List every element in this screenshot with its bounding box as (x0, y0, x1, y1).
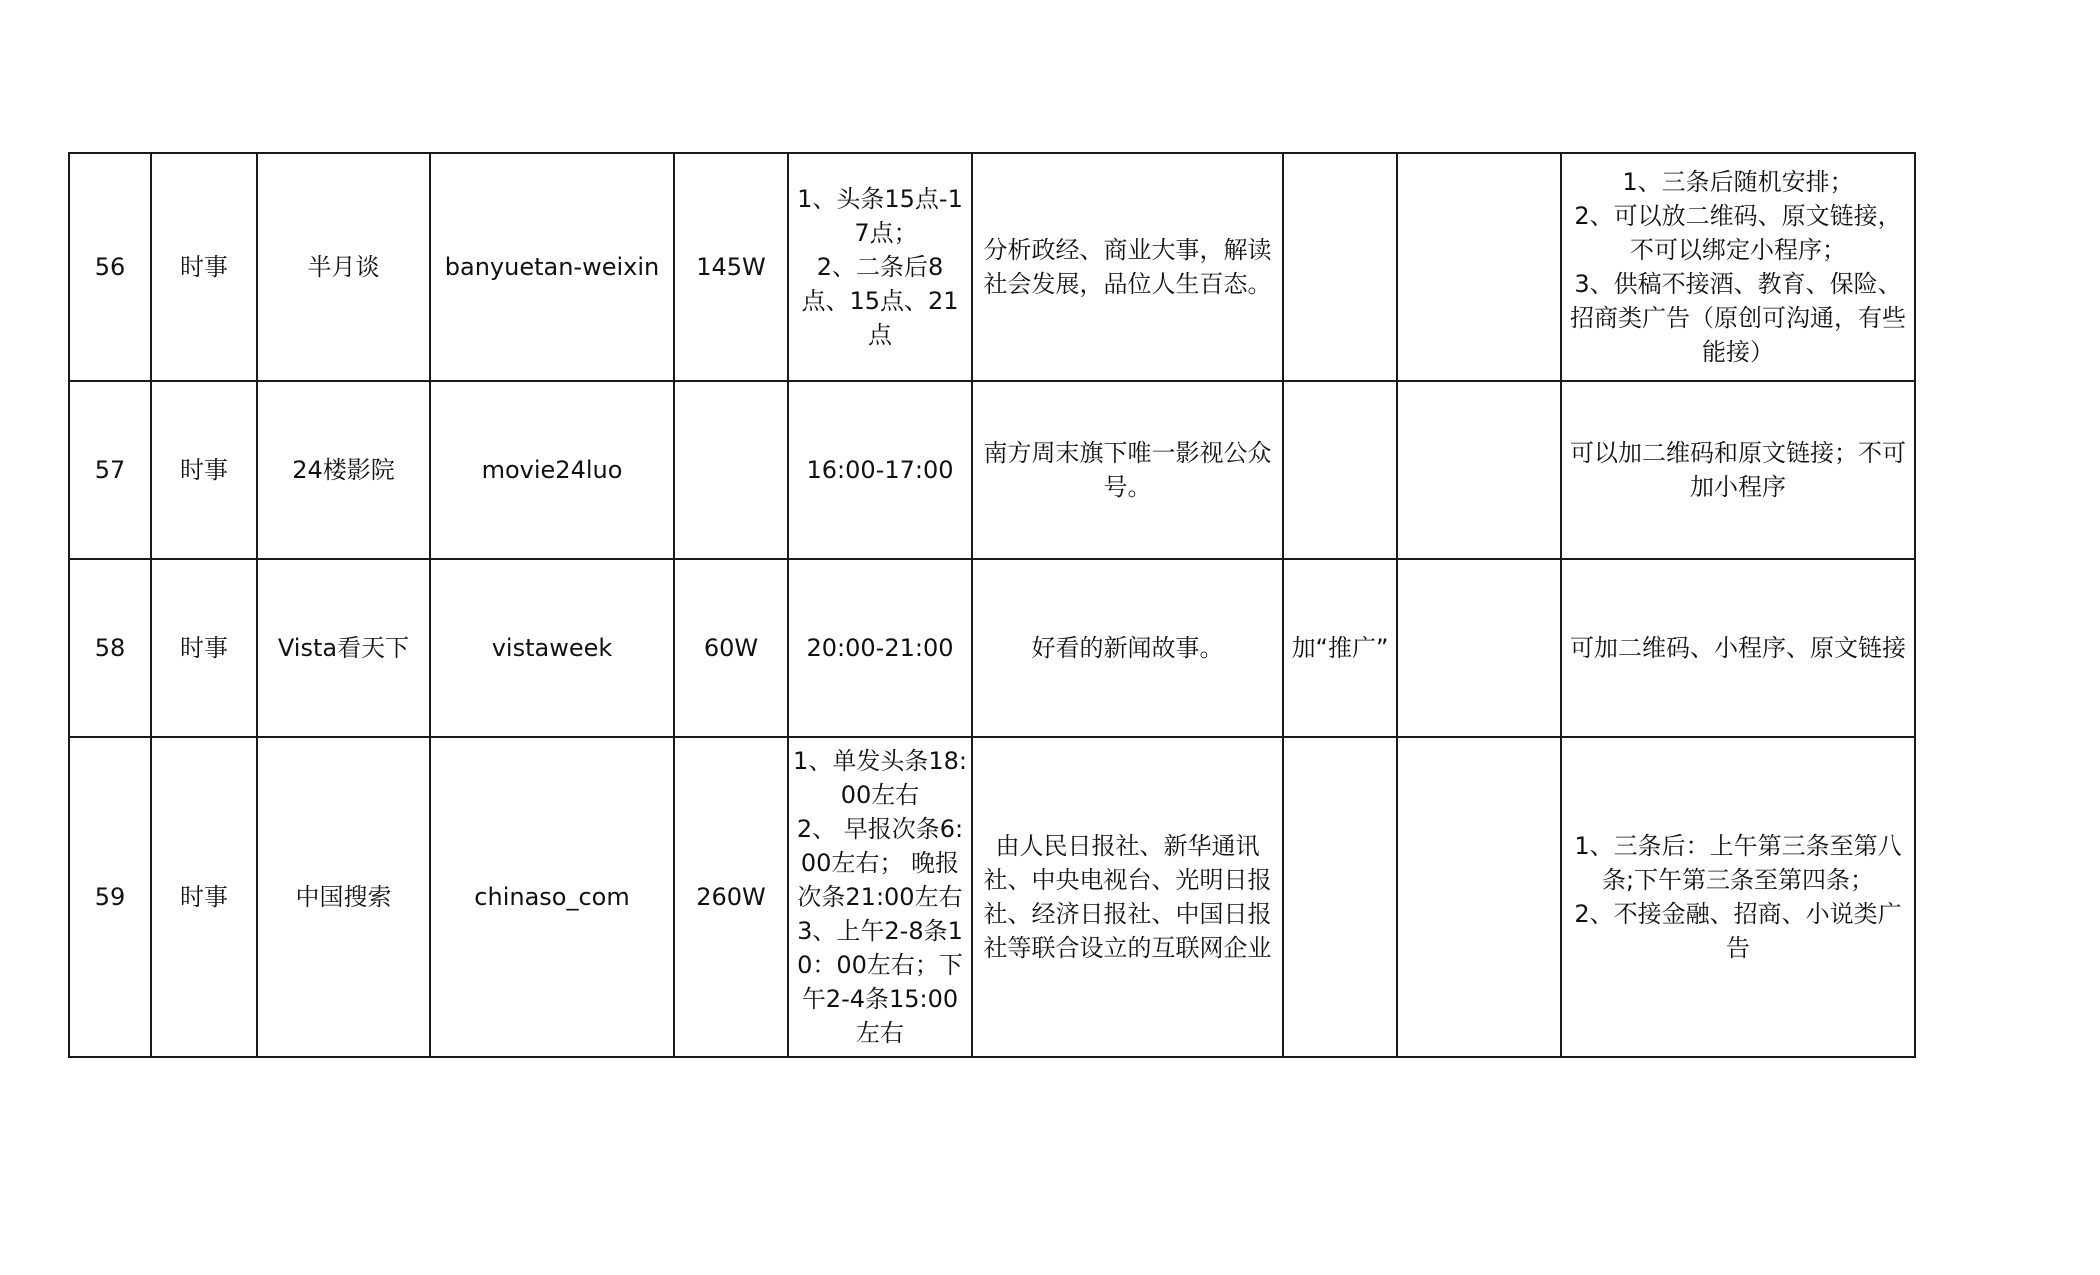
row-number: 58 (69, 559, 151, 737)
account-name-cell: 24楼影院 (257, 381, 430, 559)
category-cell: 时事 (151, 559, 257, 737)
extra-cell-2 (1397, 559, 1561, 737)
media-table-sheet (68, 152, 1916, 1058)
description-cell: 好看的新闻故事。 (972, 559, 1283, 737)
extra-cell-1 (1283, 381, 1397, 559)
category-cell: 时事 (151, 381, 257, 559)
category-cell: 时事 (151, 737, 257, 1057)
table-row (69, 737, 1915, 1057)
media-table (68, 152, 1916, 1058)
fans-cell: 60W (674, 559, 788, 737)
publish-time-cell: 1、头条15点-17点； 2、二条后8点、15点、21点 (788, 153, 972, 381)
description-cell: 分析政经、商业大事，解读社会发展，品位人生百态。 (972, 153, 1283, 381)
notes-cell: 1、三条后随机安排； 2、可以放二维码、原文链接，不可以绑定小程序； 3、供稿不接酒、教育、保险、招商类广告（原创可沟通，有些能接） (1561, 153, 1915, 381)
extra-cell-1 (1283, 737, 1397, 1057)
account-id-cell: movie24luo (430, 381, 674, 559)
publish-time-cell: 1、单发头条18:00左右 2、 早报次条6:00左右； 晚报次条21:00左右 3、上午2-8条10：00左右；下午2-4条15:00左右 (788, 737, 972, 1057)
row-number: 56 (69, 153, 151, 381)
notes-cell: 可加二维码、小程序、原文链接 (1561, 559, 1915, 737)
row-number: 57 (69, 381, 151, 559)
table-row (69, 381, 1915, 559)
account-name-cell: Vista看天下 (257, 559, 430, 737)
account-id-cell: vistaweek (430, 559, 674, 737)
account-id-cell: chinaso_com (430, 737, 674, 1057)
extra-cell-2 (1397, 381, 1561, 559)
publish-time-cell: 20:00-21:00 (788, 559, 972, 737)
extra-cell-2 (1397, 737, 1561, 1057)
table-row (69, 559, 1915, 737)
publish-time-cell: 16:00-17:00 (788, 381, 972, 559)
table-row (69, 153, 1915, 381)
fans-cell: 260W (674, 737, 788, 1057)
description-cell: 由人民日报社、新华通讯社、中央电视台、光明日报社、经济日报社、中国日报社等联合设立的互联网企业 (972, 737, 1283, 1057)
extra-cell-2 (1397, 153, 1561, 381)
account-name-cell: 中国搜索 (257, 737, 430, 1057)
row-number: 59 (69, 737, 151, 1057)
notes-cell: 可以加二维码和原文链接；不可加小程序 (1561, 381, 1915, 559)
extra-cell-1: 加“推广” (1283, 559, 1397, 737)
extra-cell-1 (1283, 153, 1397, 381)
fans-cell: 145W (674, 153, 788, 381)
fans-cell (674, 381, 788, 559)
description-cell: 南方周末旗下唯一影视公众号。 (972, 381, 1283, 559)
account-name-cell: 半月谈 (257, 153, 430, 381)
notes-cell: 1、三条后：上午第三条至第八条;下午第三条至第四条； 2、不接金融、招商、小说类广告 (1561, 737, 1915, 1057)
account-id-cell: banyuetan-weixin (430, 153, 674, 381)
category-cell: 时事 (151, 153, 257, 381)
